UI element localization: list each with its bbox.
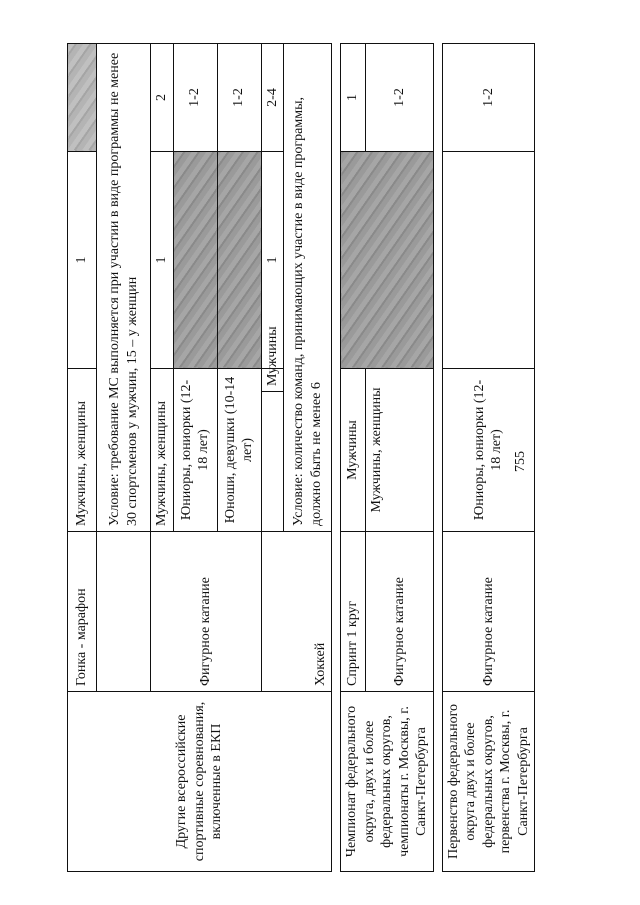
value-cell: 2 [151, 43, 174, 151]
discipline-cell: Фигурное катание [442, 532, 535, 692]
group-cell: Мужчины, женщины [151, 368, 174, 531]
shaded-cell [68, 43, 97, 151]
value-cell: 2-4 [261, 43, 284, 151]
table-row [341, 43, 366, 871]
table-row [68, 43, 97, 871]
group-cell: Мужчины [341, 368, 366, 531]
discipline-cell: Гонка - марафон [68, 532, 97, 692]
discipline-cell: Спринт 1 круг [341, 532, 366, 692]
condition-cell: Условие: количество команд, принимающих участие в виде программы, должно быть не менее 6 [284, 43, 332, 531]
shaded-cell [341, 151, 434, 368]
value-cell: 1-2 [442, 43, 535, 151]
blank-cell [261, 392, 284, 532]
category-cell: Чемпионат федерального округа, двух и более федеральных округов, чемпионаты г. Москвы, г. Санкт-Петербурга [341, 692, 434, 872]
shaded-cell [217, 151, 261, 368]
value-cell: 1 [68, 151, 97, 368]
group-cell: Юниоры, юниорки (12-18 лет) [442, 368, 535, 531]
value-cell: 1 [151, 151, 174, 368]
blank-cell [97, 532, 151, 692]
page-number: 755 [513, 451, 528, 472]
blank-cell [442, 151, 535, 368]
classification-table [67, 43, 535, 872]
group-cell: Юноши, девушки (10-14 лет) [217, 368, 261, 531]
group-cell: Мужчины, женщины [366, 368, 433, 531]
value-cell: 1 [261, 151, 284, 368]
discipline-cell: Фигурное катание [151, 532, 262, 692]
discipline-cell: Фигурное катание [366, 532, 433, 692]
value-cell: 1-2 [173, 43, 217, 151]
value-cell: 1-2 [366, 43, 433, 151]
page-content [67, 44, 531, 872]
discipline-cell: Хоккей [261, 532, 332, 692]
group-cell: Мужчины [261, 368, 284, 391]
condition-cell: Условие: требование МС выполняется при участии в виде программы не менее 30 спортсменов у мужчин, 15 – у женщин [97, 43, 151, 531]
rotated-page [67, 44, 531, 872]
group-cell: Мужчины, женщины [68, 368, 97, 531]
value-cell: 1 [341, 43, 366, 151]
category-cell: Другие всероссийские спортивные соревнования, включенные в ЕКП [68, 692, 332, 872]
table-row [442, 43, 535, 871]
group-cell: Юниоры, юниорки (12-18 лет) [173, 368, 217, 531]
section-separator [433, 43, 442, 871]
category-cell: Первенство федерального округа двух и более федеральных округов, первенства г. Москвы, г. Санкт-Петербурга [442, 692, 535, 872]
shaded-cell [173, 151, 217, 368]
value-cell: 1-2 [217, 43, 261, 151]
section-separator [332, 43, 341, 871]
